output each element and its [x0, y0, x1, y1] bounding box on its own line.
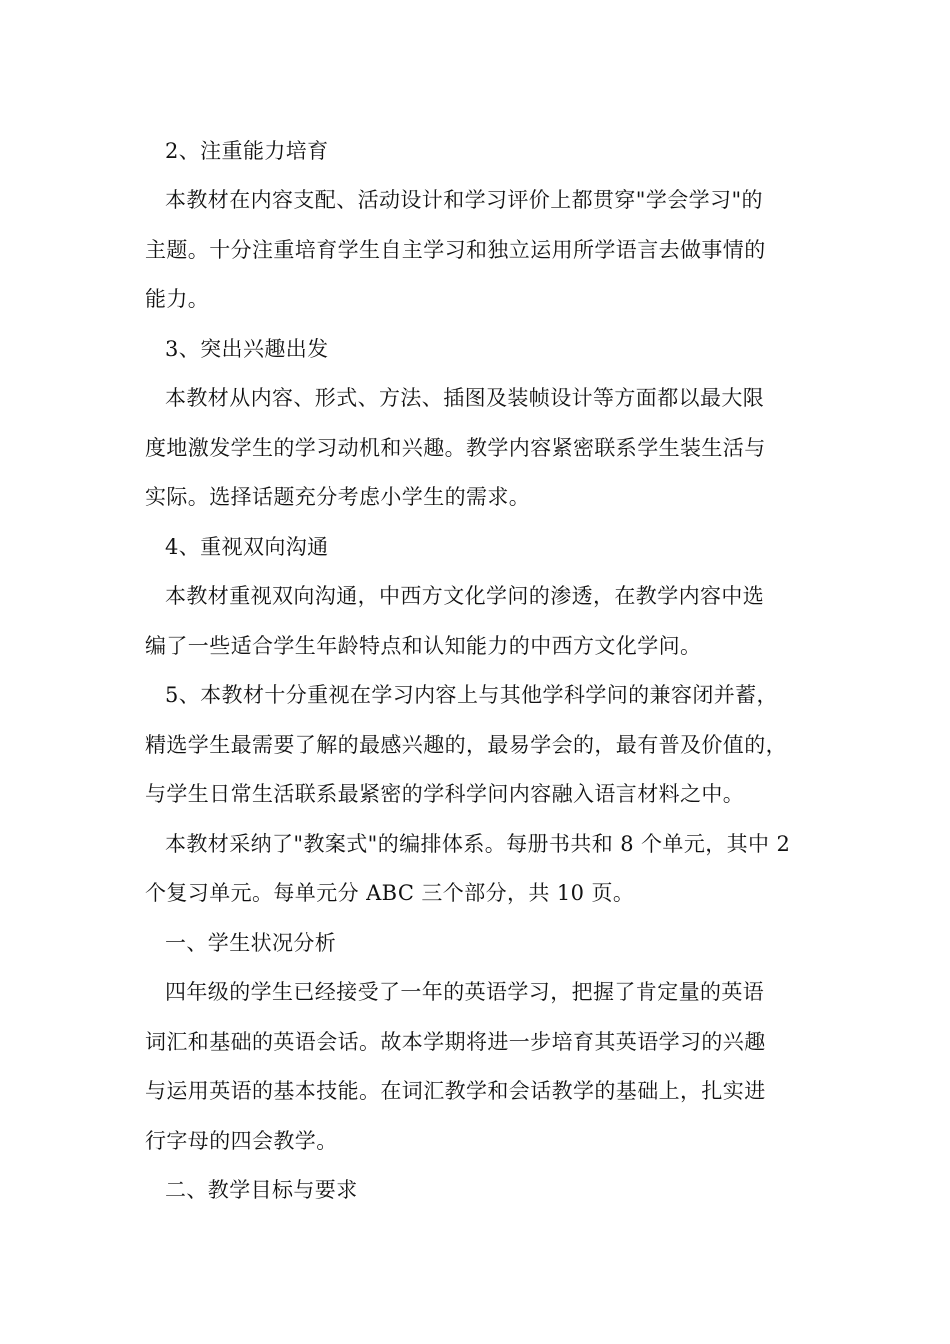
paragraph-line: 本教材在内容支配、活动设计和学习评价上都贯穿"学会学习"的	[165, 188, 763, 212]
paragraph-line: 本教材重视双向沟通，中西方文化学问的渗透，在教学内容中选	[165, 584, 765, 608]
paragraph-line: 本教材采纳了"教案式"的编排体系。每册书共和 8 个单元，其中 2	[165, 832, 791, 856]
paragraph-line: 四年级的学生已经接受了一年的英语学习，把握了肯定量的英语	[165, 980, 765, 1004]
paragraph-line: 实际。选择话题充分考虑小学生的需求。	[145, 485, 531, 509]
paragraph-line: 行字母的四会教学。	[145, 1129, 338, 1153]
paragraph-line: 精选学生最需要了解的最感兴趣的，最易学会的，最有普及价值的，	[145, 733, 787, 757]
heading-ability: 2、注重能力培育	[165, 139, 329, 163]
paragraph-line: 本教材从内容、形式、方法、插图及装帧设计等方面都以最大限	[165, 386, 765, 410]
paragraph-line: 5、本教材十分重视在学习内容上与其他学科学问的兼容闭并蓄，	[165, 683, 778, 707]
heading-interest: 3、突出兴趣出发	[165, 337, 329, 361]
paragraph-line: 个复习单元。每单元分 ABC 三个部分，共 10 页。	[145, 881, 635, 905]
paragraph-line: 与运用英语的基本技能。在词汇教学和会话教学的基础上，扎实进	[145, 1079, 766, 1103]
heading-communication: 4、重视双向沟通	[165, 535, 329, 559]
paragraph-line: 主题。十分注重培育学生自主学习和独立运用所学语言去做事情的	[145, 238, 766, 262]
paragraph-line: 度地激发学生的学习动机和兴趣。教学内容紧密联系学生装生活与	[145, 436, 766, 460]
paragraph-line: 与学生日常生活联系最紧密的学科学问内容融入语言材料之中。	[145, 782, 745, 806]
heading-student-analysis: 一、学生状况分析	[165, 931, 337, 955]
paragraph-line: 能力。	[145, 287, 210, 311]
paragraph-line: 词汇和基础的英语会话。故本学期将进一步培育其英语学习的兴趣	[145, 1030, 766, 1054]
heading-goals: 二、教学目标与要求	[165, 1178, 358, 1202]
paragraph-line: 编了一些适合学生年龄特点和认知能力的中西方文化学问。	[145, 634, 702, 658]
